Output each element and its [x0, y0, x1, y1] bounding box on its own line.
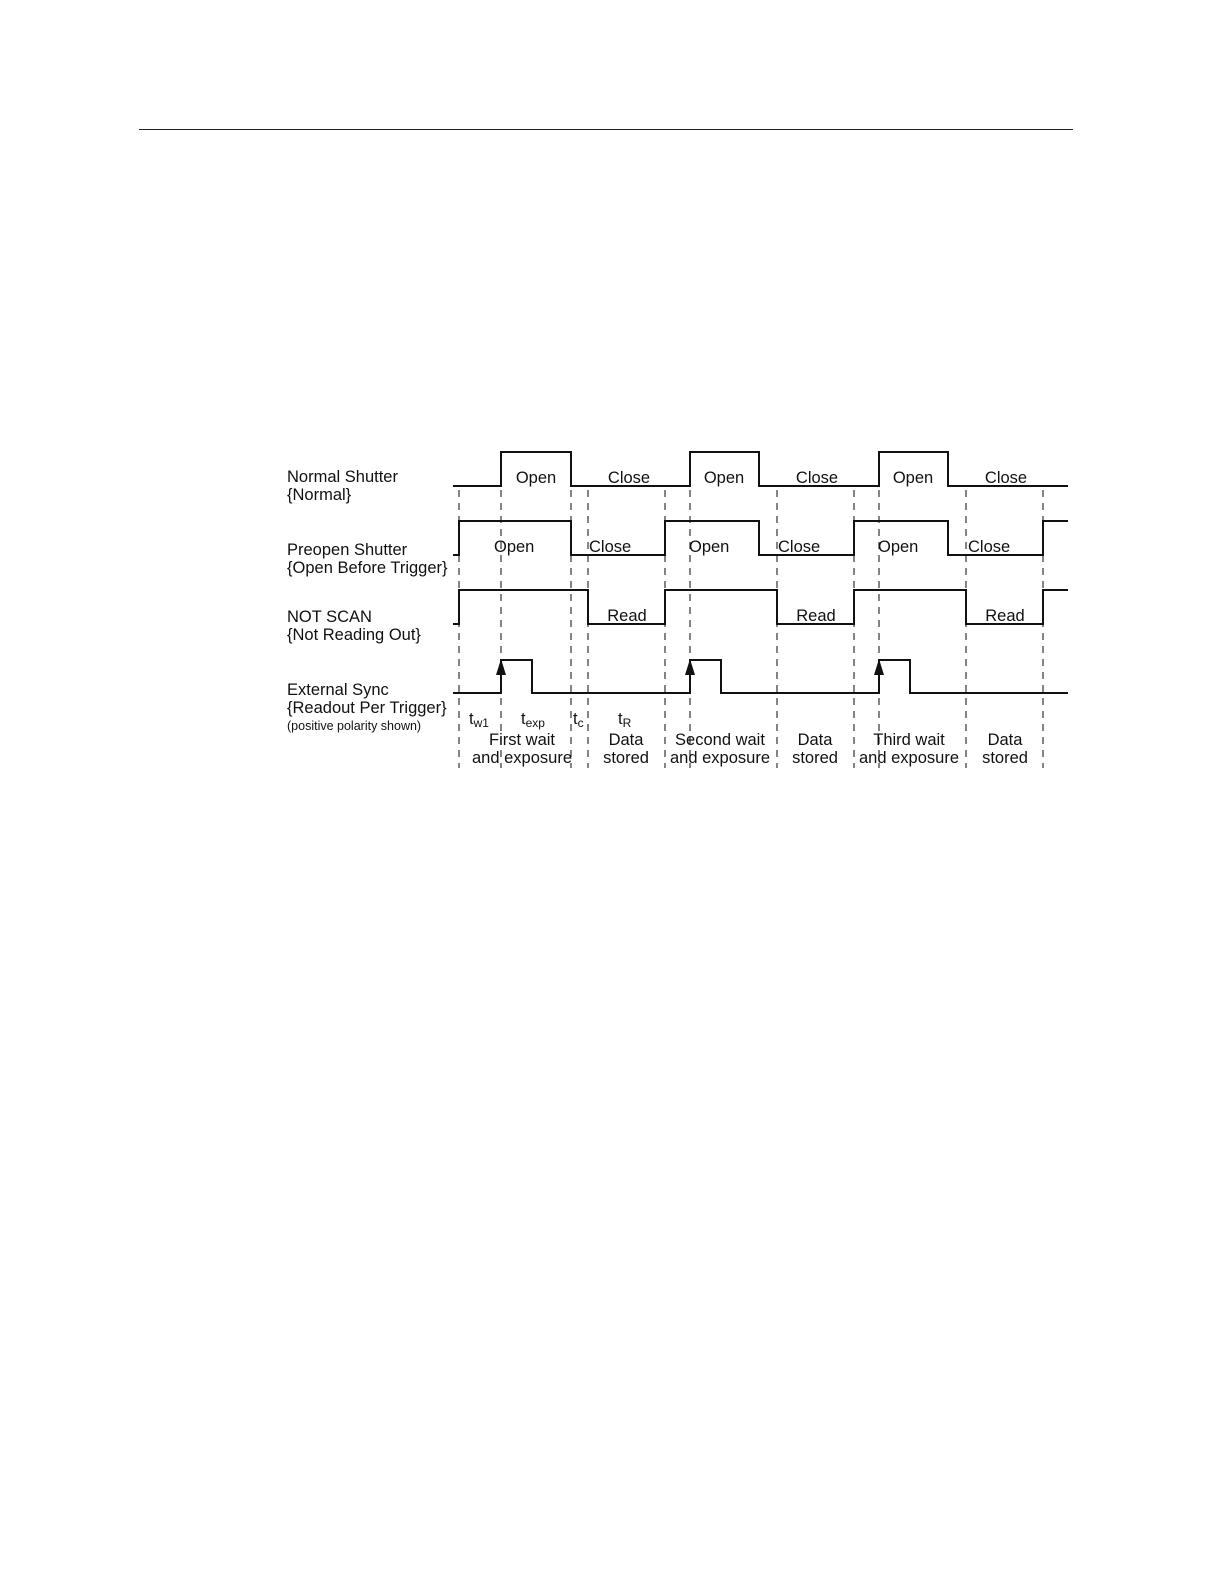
timing-symbol-base: t [618, 710, 623, 728]
state-label: Open [515, 469, 557, 487]
timing-symbol-tw1 [469, 710, 489, 730]
phase-caption: stored [792, 749, 838, 767]
timing-symbol-texp [521, 710, 545, 730]
signal-name-preopen: Preopen Shutter [287, 541, 408, 559]
trigger-arrow-icon [685, 659, 695, 675]
trigger-arrow-icon [496, 659, 506, 675]
state-label: Open [878, 538, 919, 556]
state-label: Open [494, 538, 535, 556]
signal-name-normal: Normal Shutter [287, 468, 398, 486]
phase-caption: Data [797, 731, 833, 749]
timing-symbol-base: t [521, 710, 526, 728]
phase-caption: Data [608, 731, 644, 749]
phase-caption: Second wait [675, 731, 765, 749]
state-label: Close [607, 469, 651, 487]
timing-symbol-base: t [573, 710, 578, 728]
phase-caption: and exposure [670, 749, 770, 767]
timing-symbol-tc [573, 710, 584, 730]
phase-caption: and exposure [472, 749, 572, 767]
state-label: Open [892, 469, 934, 487]
timing-symbol-base: t [469, 710, 474, 728]
signal-mode-normal: {Normal} [287, 486, 352, 504]
timing-symbol-sub: w1 [473, 716, 489, 730]
not-scan-waveform [453, 590, 1068, 624]
phase-caption: Third wait [873, 731, 945, 749]
phase-caption: and exposure [859, 749, 959, 767]
state-label: Close [778, 538, 821, 556]
timing-guides [459, 490, 1043, 768]
phase-caption: Data [987, 731, 1023, 749]
state-label: Close [589, 538, 632, 556]
state-label: Read [796, 607, 836, 625]
signal-mode-preopen: {Open Before Trigger} [287, 559, 448, 577]
timing-symbol-sub: exp [525, 716, 545, 730]
state-label: Read [607, 607, 647, 625]
timing-symbol-tr [618, 710, 632, 730]
signal-name-extsync: External Sync [287, 681, 389, 699]
state-label: Open [703, 469, 745, 487]
state-label: Open [689, 538, 730, 556]
signal-name-notscan: NOT SCAN [287, 608, 372, 626]
phase-caption: First wait [489, 731, 555, 749]
state-label: Close [795, 469, 839, 487]
trigger-arrow-icon [874, 659, 884, 675]
state-label: Read [985, 607, 1025, 625]
signal-mode-extsync: {Readout Per Trigger} [287, 699, 447, 717]
phase-caption: stored [603, 749, 649, 767]
state-label: Close [984, 469, 1028, 487]
phase-caption: stored [982, 749, 1028, 767]
timing-symbol-sub: R [622, 716, 632, 730]
external-sync-waveform [453, 660, 1068, 693]
signal-mode-notscan: {Not Reading Out} [287, 626, 421, 644]
signal-note-extsync: (positive polarity shown) [287, 719, 422, 733]
state-label: Close [968, 538, 1011, 556]
timing-symbol-sub: c [577, 716, 584, 730]
